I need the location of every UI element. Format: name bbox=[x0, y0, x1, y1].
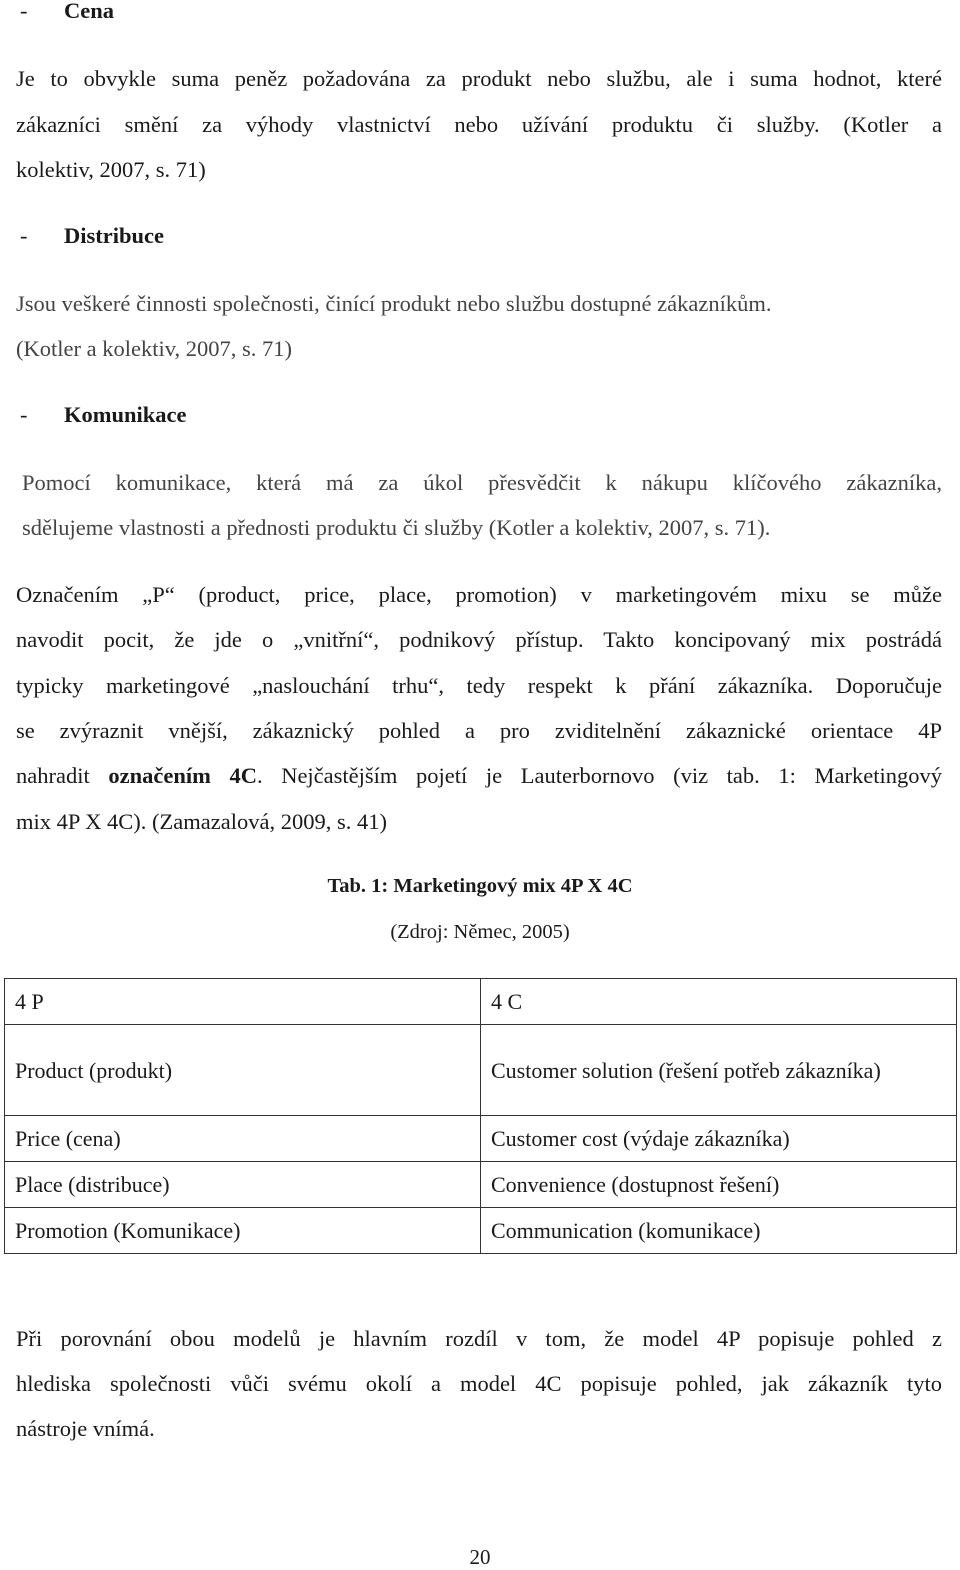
table-cell: Place (distribuce) bbox=[5, 1162, 481, 1208]
table-cell: Communication (komunikace) bbox=[481, 1208, 957, 1254]
text-line: se zvýraznit vnější, zákaznický pohled a pro zviditelnění zákaznické orientace 4P bbox=[16, 718, 942, 743]
text-line: Při porovnání obou modelů je hlavním rozdíl v tom, že model 4P popisuje pohled z bbox=[16, 1326, 942, 1351]
table-row bbox=[5, 1025, 957, 1116]
text-line: kolektiv, 2007, s. 71) bbox=[16, 157, 206, 182]
text-line: nástroje vnímá. bbox=[16, 1416, 155, 1441]
heading-komunikace: - Komunikace bbox=[20, 402, 187, 427]
table-header-cell: 4 P bbox=[5, 979, 481, 1025]
text-line: hlediska společnosti vůči svému okolí a model 4C popisuje pohled, jak zákazník tyto bbox=[16, 1371, 942, 1396]
table-cell: Price (cena) bbox=[5, 1116, 481, 1162]
bold-term: označením 4C bbox=[108, 763, 257, 788]
text-line bbox=[16, 762, 942, 790]
table-caption: Tab. 1: Marketingový mix 4P X 4C bbox=[327, 875, 633, 897]
table-cell: Product (produkt) bbox=[5, 1025, 481, 1116]
text-line: Jsou veškeré činnosti společnosti, činící produkt nebo službu dostupné zákazníkům. bbox=[16, 291, 772, 316]
table-cell: Convenience (dostupnost řešení) bbox=[481, 1162, 957, 1208]
heading-distribuce: - Distribuce bbox=[20, 223, 164, 248]
text-line: navodit pocit, že jde o „vnitřní“, podnikový přístup. Takto koncipovaný mix postrádá bbox=[16, 627, 942, 652]
page-number: 20 bbox=[469, 1545, 491, 1569]
text-line: Je to obvykle suma peněz požadována za produkt nebo službu, ale i suma hodnot, které bbox=[16, 66, 942, 91]
text-line: Označením „P“ (product, price, place, promotion) v marketingovém mixu se může bbox=[16, 582, 942, 607]
text-line: (Kotler a kolektiv, 2007, s. 71) bbox=[16, 336, 292, 361]
marketing-mix-table bbox=[4, 978, 957, 1254]
table-cell: Customer solution (řešení potřeb zákazníka) bbox=[481, 1025, 957, 1116]
text-line: mix 4P X 4C). (Zamazalová, 2009, s. 41) bbox=[16, 809, 387, 834]
text-fragment: nahradit bbox=[16, 763, 109, 788]
text-line: sdělujeme vlastnosti a přednosti produktu či služby (Kotler a kolektiv, 2007, s. 71). bbox=[22, 515, 771, 540]
table-row bbox=[5, 1208, 957, 1254]
table-source: (Zdroj: Němec, 2005) bbox=[390, 921, 570, 943]
table-cell: Promotion (Komunikace) bbox=[5, 1208, 481, 1254]
table-row bbox=[5, 1162, 957, 1208]
text-line: zákazníci smění za výhody vlastnictví nebo užívání produktu či služby. (Kotler a bbox=[16, 112, 942, 137]
heading-cena-text: Cena bbox=[64, 0, 114, 23]
text-line: Pomocí komunikace, která má za úkol přesvědčit k nákupu klíčového zákazníka, bbox=[22, 470, 942, 495]
text-line: typicky marketingové „naslouchání trhu“, tedy respekt k přání zákazníka. Doporučuje bbox=[16, 673, 942, 698]
table-header-cell: 4 C bbox=[481, 979, 957, 1025]
heading-cena: - Cena bbox=[20, 0, 114, 23]
heading-komunikace-text: Komunikace bbox=[64, 402, 187, 427]
table-row bbox=[5, 1116, 957, 1162]
text-fragment: . Nejčastějším pojetí je Lauterbornovo (viz tab. 1: Marketingový bbox=[256, 763, 943, 788]
table-cell: Customer cost (výdaje zákazníka) bbox=[481, 1116, 957, 1162]
table-header-row bbox=[5, 979, 957, 1025]
heading-distribuce-text: Distribuce bbox=[64, 223, 164, 248]
